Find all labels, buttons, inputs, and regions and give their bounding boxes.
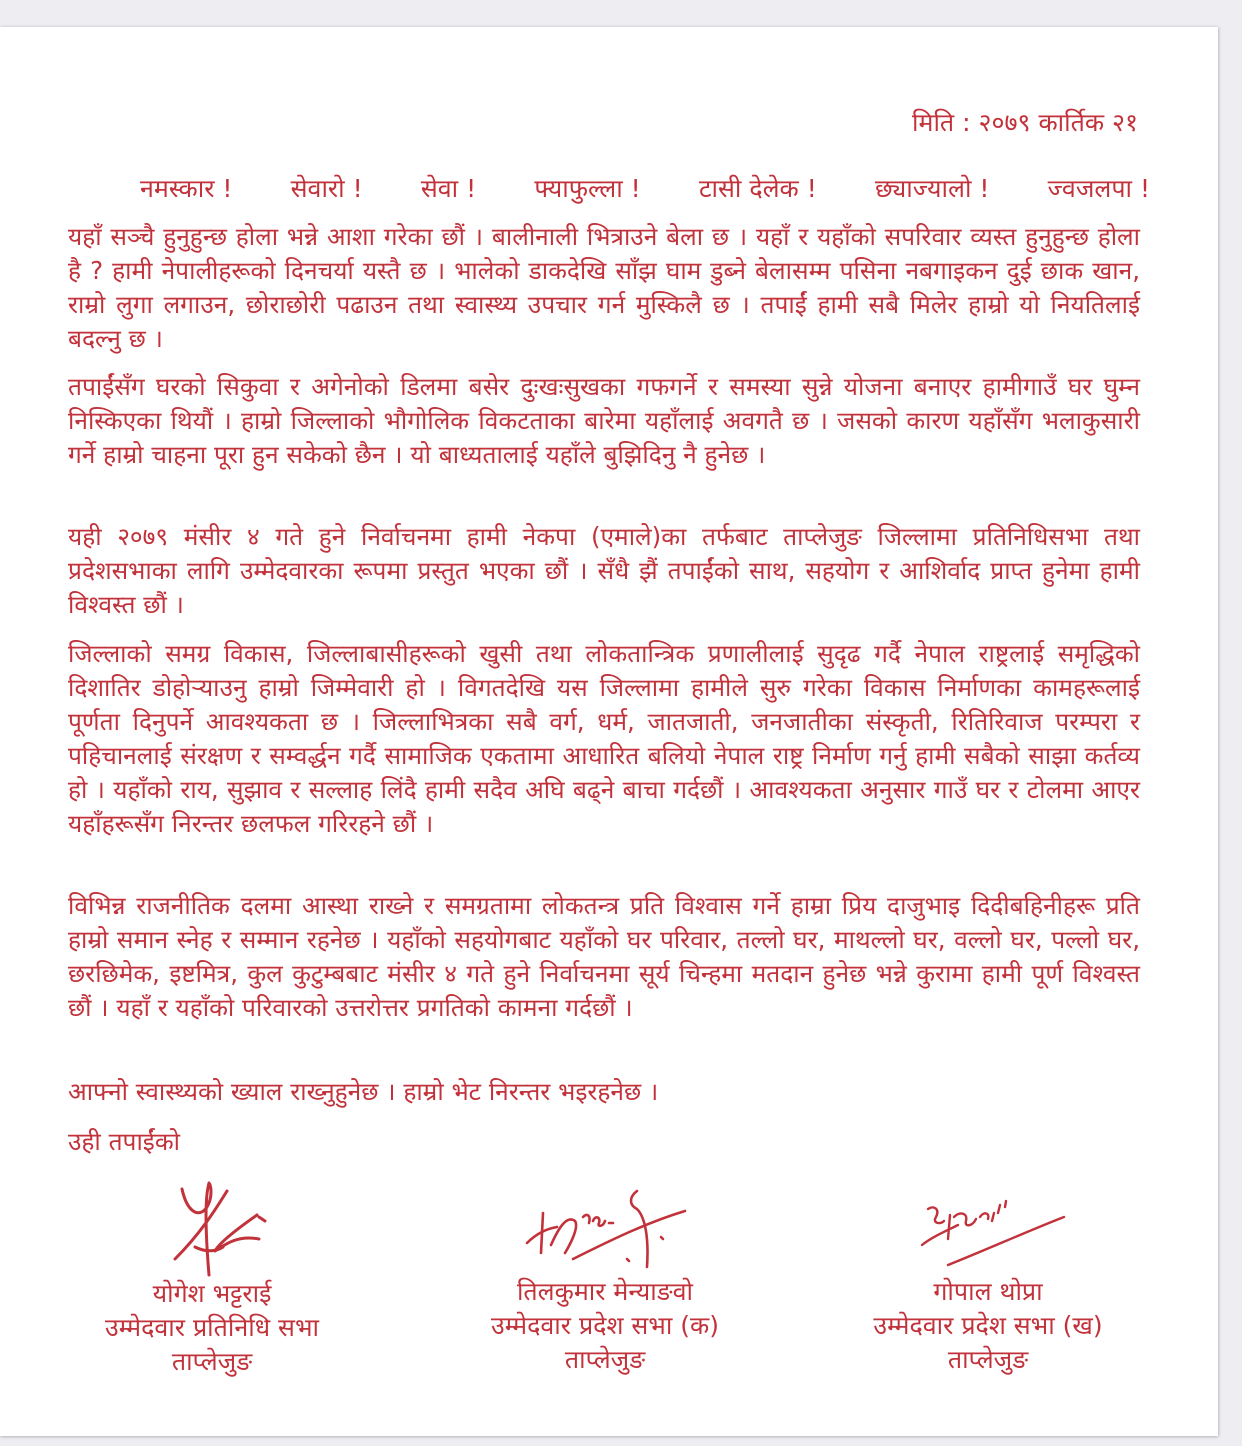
signature-image <box>888 1187 1088 1275</box>
greeting-word: टासी देलेक ! <box>698 174 817 203</box>
letter-date: मिति : २०७९ कार्तिक २१ <box>912 108 1138 137</box>
signatory-name: योगेश भट्टराई <box>152 1279 272 1308</box>
closing-line: आफ्नो स्वास्थ्यको ख्याल राख्नुहुनेछ । हाम्रो भेट निरन्तर भइरहनेछ । <box>68 1077 659 1106</box>
body-paragraph-2: तपाईंसँग घरको सिकुवा र अगेनोको डिलमा बसेर दुःखःसुखका गफगर्ने र समस्या सुन्ने योजना बनाएर हामीगाउँ घर घुम्न निस्किएका थियौं । हाम्रो जिल्लाको भौगोलिक विकटताका बारेमा यहाँलाई अवगतै छ । जसको कारण यहाँसँग भलाकुसारी गर्ने हाम्रो चाहना पूरा हुन सकेको छैन । यो बाध्यतालाई यहाँले बुझिदिनु नै हुनेछ । <box>68 372 1140 469</box>
signatory-role: उम्मेदवार प्रदेश सभा (क) <box>491 1311 719 1340</box>
signatory-block <box>445 1187 765 1377</box>
signatory-role: उम्मेदवार प्रदेश सभा (ख) <box>873 1311 1103 1340</box>
greeting-word: सेवा ! <box>420 174 477 203</box>
signatory-name: गोपाल थोप्रा <box>933 1277 1043 1306</box>
body-paragraph-1: यहाँ सञ्चै हुनुहुन्छ होला भन्ने आशा गरेका छौं । बालीनाली भित्राउने बेला छ । यहाँ र यहाँको सपरिवार व्यस्त हुनुहुन्छ होला है ? हामी नेपालीहरूको दिनचर्या यस्तै छ । भालेको डाकदेखि साँझ घाम डुब्ने बेलासम्म पसिना नबगाइकन दुई छाक खान, राम्रो लुगा लगाउन, छोराछोरी पढाउन तथा स्वास्थ्य उपचार गर्न मुस्किलै छ । तपाईं हामी सबै मिलेर हाम्रो यो नियतिलाई बदल्नु छ । <box>68 222 1140 353</box>
body-paragraph-5: विभिन्न राजनीतिक दलमा आस्था राख्ने र समग्रतामा लोकतन्त्र प्रति विश्वास गर्ने हाम्रा प्रिय दाजुभाइ दिदीबहिनीहरू प्रति हाम्रो समान स्नेह र सम्मान रहनेछ । यहाँको सहयोगबाट यहाँको घर परिवार, तल्लो घर, माथल्लो घर, वल्लो घर, पल्लो घर, छरछिमेक, इष्टमित्र, कुल कुटुम्बबाट मंसीर ४ गते हुने निर्वाचनमा सूर्य चिन्हमा मतदान हुनेछ भन्ने कुरामा हामी पूर्ण विश्वस्त छौं । यहाँ र यहाँको परिवारको उत्तरोत्तर प्रगतिको कामना गर्दछौं । <box>68 891 1140 1022</box>
body-paragraph-4: जिल्लाको समग्र विकास, जिल्लाबासीहरूको खुसी तथा लोकतान्त्रिक प्रणालीलाई सुदृढ गर्दै नेपाल राष्ट्रलाई समृद्धिको दिशातिर डोहोऱ्याउनु हाम्रो जिम्मेवारी हो । विगतदेखि यस जिल्लामा हामीले सुरु गरेका विकास निर्माणका कामहरूलाई पूर्णता दिनुपर्ने आवश्यकता छ । जिल्लाभित्रका सबै वर्ग, धर्म, जातजाती, जनजातीका संस्कृती, रितिरिवाज परम्परा र पहिचानलाई संरक्षण र सम्वर्द्धन गर्दै सामाजिक एकतामा आधारित बलियो नेपाल राष्ट्र निर्माण गर्नु हामी सबैको साझा कर्तव्य हो । यहाँको राय, सुझाव र सल्लाह लिंदै हामी सदैव अघि बढ्ने बाचा गर्दछौं । आवश्यकता अनुसार गाउँ घर र टोलमा आएर यहाँहरूसँग निरन्तर छलफल गरिरहने छौं । <box>68 639 1140 838</box>
greeting-word: सेवारो ! <box>290 174 363 203</box>
greeting-word: ज्वजलपा ! <box>1047 174 1150 203</box>
signatory-block <box>62 1177 362 1379</box>
valediction: उही तपाईंको <box>68 1127 180 1156</box>
signature-image <box>147 1177 277 1277</box>
signatory-place: ताप्लेजुङ <box>947 1345 1029 1374</box>
signatory-place: ताप्लेजुङ <box>171 1347 253 1376</box>
signatory-place: ताप्लेजुङ <box>564 1345 646 1374</box>
greeting-word: छ्याज्यालो ! <box>874 174 990 203</box>
letter-page <box>0 27 1218 1436</box>
body-paragraph-3: यही २०७९ मंसीर ४ गते हुने निर्वाचनमा हामी नेकपा (एमाले)का तर्फबाट ताप्लेजुङ जिल्लामा प्रतिनिधिसभा तथा प्रदेशसभाका लागि उम्मेदवारका रूपमा प्रस्तुत भएका छौं । सँधै झैं तपाईंको साथ, सहयोग र आशिर्वाद प्राप्त हुनेमा हामी विश्वस्त छौं । <box>68 522 1140 619</box>
greeting-word: फ्याफुल्ला ! <box>534 174 641 203</box>
greeting-word: नमस्कार ! <box>140 174 233 203</box>
signatory-name: तिलकुमार मेन्याङवो <box>516 1277 694 1306</box>
signature-image <box>505 1187 705 1275</box>
signatory-role: उम्मेदवार प्रतिनिधि सभा <box>105 1313 319 1342</box>
greeting-line <box>140 171 1150 205</box>
signatory-block <box>828 1187 1148 1377</box>
